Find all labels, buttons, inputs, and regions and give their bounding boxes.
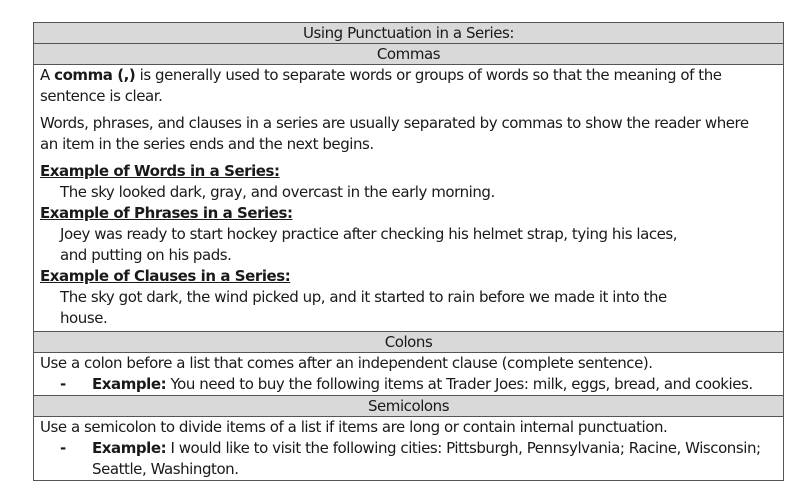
semicolon-rule: Use a semicolon to divide items of a list if items are long or contain internal punctuation. xyxy=(40,418,668,436)
example-clauses-line1: The sky got dark, the wind picked up, and it started to rain before we made it into the xyxy=(60,288,667,306)
colon-example-text: You need to buy the following items at Trader Joes: milk, eggs, bread, and cookies. xyxy=(166,375,753,393)
example-words-text: The sky looked dark, gray, and overcast in the early morning. xyxy=(60,183,495,201)
comma-series-line1: Words, phrases, and clauses in a series are usually separated by commas to show the reader where xyxy=(40,114,749,132)
example-clauses-label: Example of Clauses in a Series: xyxy=(40,267,291,285)
comma-definition-rest: is generally used to separate words or groups of words so that the meaning of the xyxy=(135,66,722,84)
semicolon-example-label: Example: xyxy=(92,439,167,457)
commas-section xyxy=(34,65,783,331)
semicolon-bullet: - xyxy=(60,439,66,457)
example-clauses-line2: house. xyxy=(60,309,108,327)
semicolons-section xyxy=(34,417,783,480)
example-phrases-line2: and putting on his pads. xyxy=(60,246,232,264)
table-title: Using Punctuation in a Series: xyxy=(34,23,783,44)
comma-definition-prefix: A xyxy=(40,66,55,84)
punctuation-table xyxy=(33,22,784,481)
comma-series-line2: an item in the series ends and the next begins. xyxy=(40,135,374,153)
semicolons-heading: Semicolons xyxy=(34,395,783,417)
comma-definition-line2: sentence is clear. xyxy=(40,87,163,105)
semicolon-example xyxy=(40,438,777,480)
comma-definition xyxy=(40,65,777,107)
example-phrases-label: Example of Phrases in a Series: xyxy=(40,204,293,222)
colons-section xyxy=(34,353,783,395)
colon-example xyxy=(40,374,777,395)
colon-example-label: Example: xyxy=(92,375,167,393)
colon-rule: Use a colon before a list that comes after an independent clause (complete sentence). xyxy=(40,354,653,372)
semicolon-example-line2: Seattle, Washington. xyxy=(92,460,239,478)
colon-bullet: - xyxy=(60,375,66,393)
comma-series-explanation xyxy=(40,113,777,155)
semicolon-example-line1: I would like to visit the following cities: Pittsburgh, Pennsylvania; Racine, Wisconsin; xyxy=(166,439,761,457)
comma-term: comma (,) xyxy=(54,66,136,84)
example-words-label: Example of Words in a Series: xyxy=(40,162,280,180)
commas-heading: Commas xyxy=(34,44,783,65)
colons-heading: Colons xyxy=(34,331,783,353)
example-phrases-line1: Joey was ready to start hockey practice after checking his helmet strap, tying his laces, xyxy=(60,225,678,243)
